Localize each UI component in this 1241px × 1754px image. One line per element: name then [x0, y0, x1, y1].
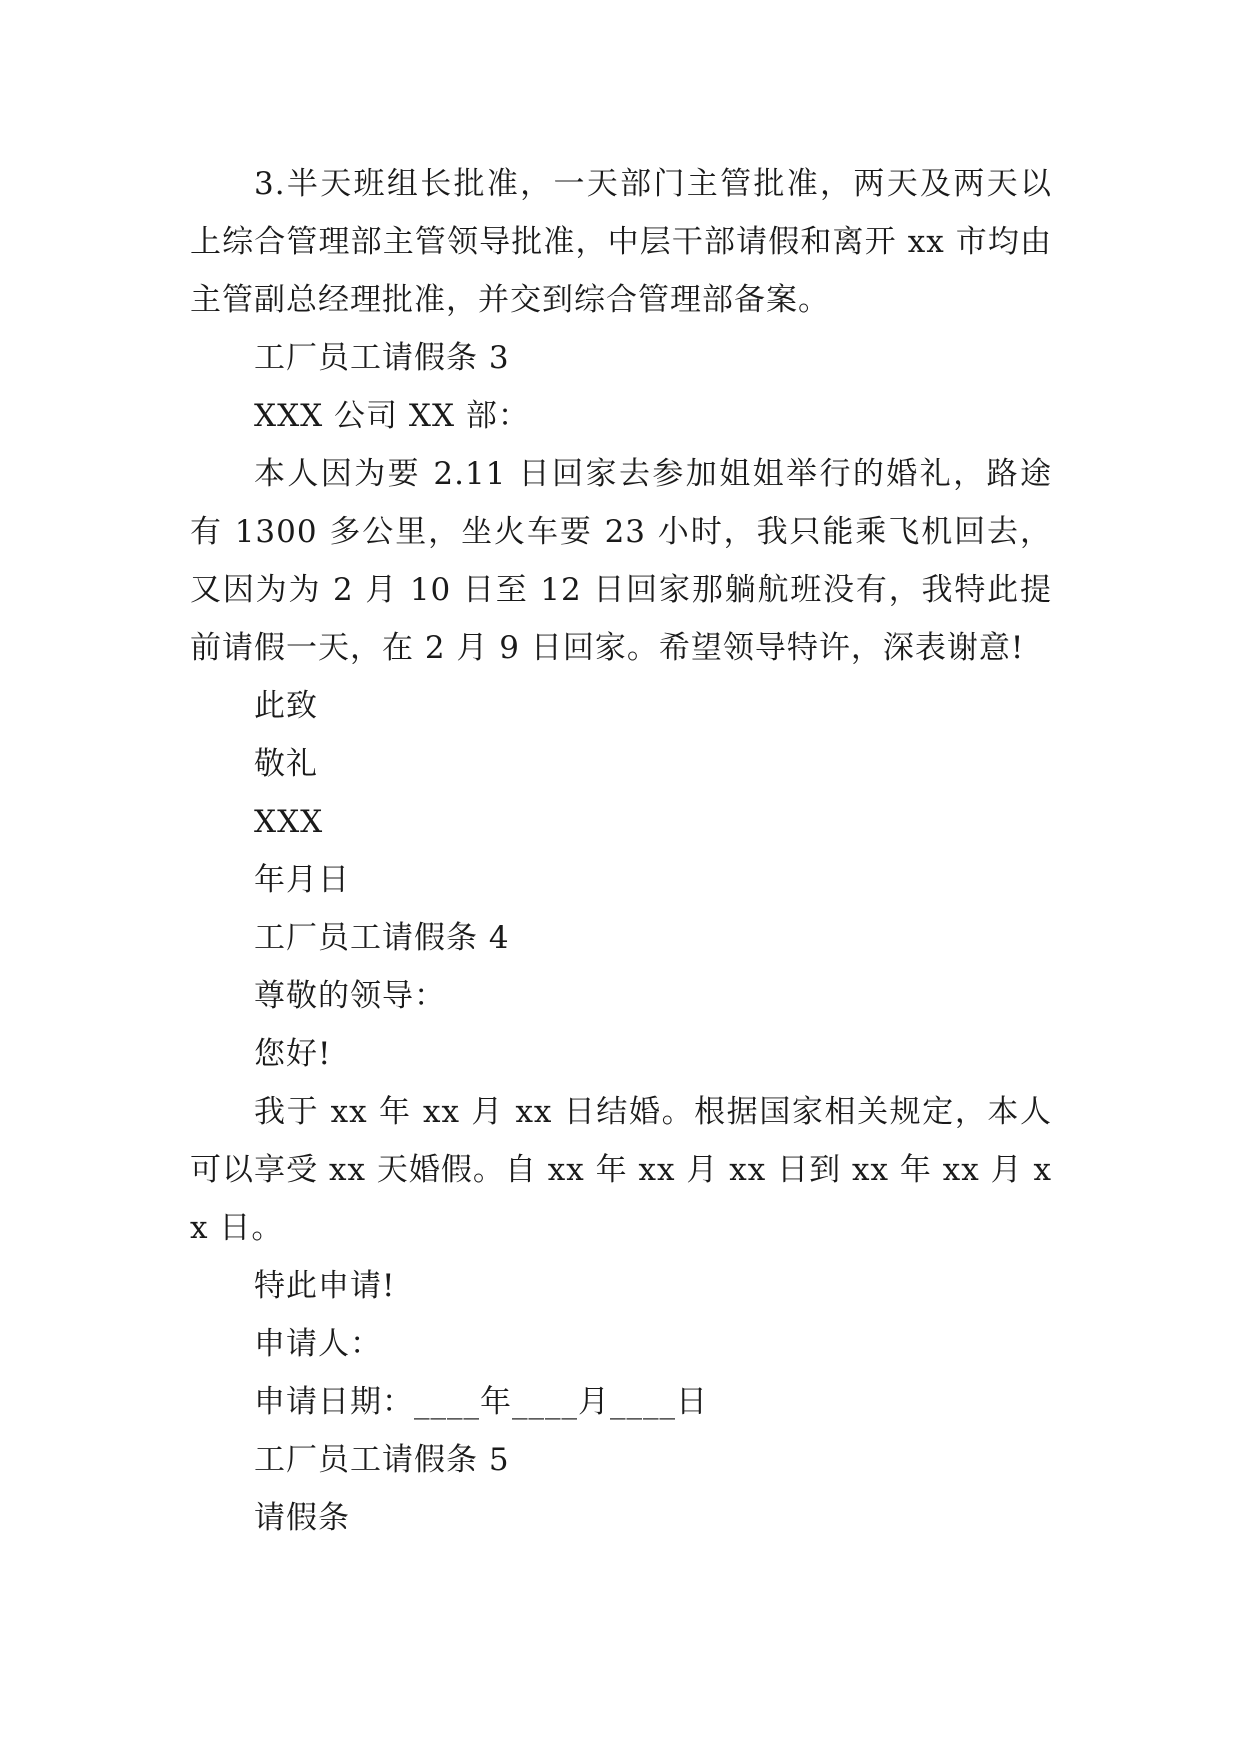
- title-leave-note: 请假条: [254, 1500, 350, 1536]
- closing-cizhi: 此致: [254, 688, 318, 724]
- signature-date: 年月日: [254, 862, 350, 898]
- paragraph-wedding-leave: 本人因为要 2.11 日回家去参加姐姐举行的婚礼，路途有 1300 多公里，坐火车要 23 小时，我只能乘飞机回去，又因为为 2 月 10 日至 12 日回家那躺航班没有，我特此提前请假一天，在 2 月 9 日回家。希望领导特许，深表谢意!: [190, 456, 1052, 666]
- closing-jingli: 敬礼: [254, 746, 318, 782]
- heading-leave-note-3: 工厂员工请假条 3: [254, 340, 510, 376]
- paragraph-approval-rules: 3.半天班组长批准，一天部门主管批准，两天及两天以上综合管理部主管领导批准，中层干部请假和离开 xx 市均由主管副总经理批准，并交到综合管理部备案。: [190, 166, 1052, 318]
- heading-leave-note-4: 工厂员工请假条 4: [254, 920, 510, 956]
- paragraph-marriage-leave: 我于 xx 年 xx 月 xx 日结婚。根据国家相关规定，本人可以享受 xx 天婚假。自 xx 年 xx 月 xx 日到 xx 年 xx 月 xx 日。: [190, 1094, 1052, 1246]
- salutation-company: XXX 公司 XX 部：: [254, 398, 530, 434]
- signature-name: XXX: [254, 804, 324, 840]
- applicant-label: 申请人：: [254, 1326, 382, 1362]
- closing-apply: 特此申请!: [254, 1268, 396, 1304]
- greeting: 您好!: [254, 1036, 332, 1072]
- document-body: [190, 155, 1052, 1547]
- apply-date-line: 申请日期：____年____月____日: [254, 1384, 708, 1420]
- heading-leave-note-5: 工厂员工请假条 5: [254, 1442, 510, 1478]
- salutation-leader: 尊敬的领导：: [254, 978, 446, 1014]
